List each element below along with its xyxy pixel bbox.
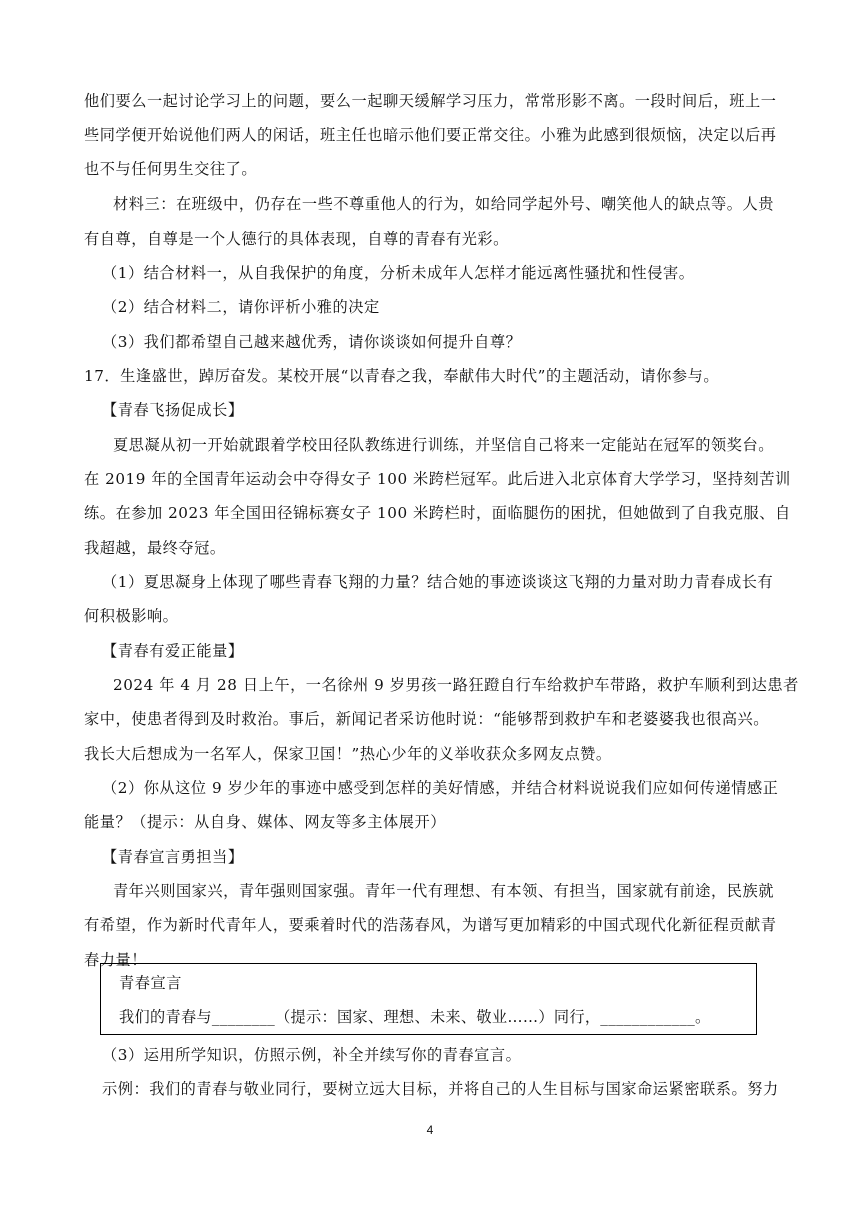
text-line: 2024 年 4 月 28 日上午，一名徐州 9 岁男孩一路狂蹬自行车给救护车带路，救护车顺利到达患者 <box>113 676 799 694</box>
declaration-content: 我们的青春与________（提示：国家、理想、未来、敬业……）同行，____________。 <box>119 1008 711 1026</box>
question-line: （3）我们都希望自己越来越优秀，请你谈谈如何提升自尊？ <box>102 333 522 351</box>
question-line: （1）夏思凝身上体现了哪些青春飞翔的力量？结合她的事迹谈谈这飞翔的力量对助力青春成长有 <box>102 573 774 591</box>
question-line: （2）结合材料二，请你评析小雅的决定 <box>102 298 380 316</box>
section-heading: 【青春有爱正能量】 <box>102 642 244 660</box>
text-line: 家中，使患者得到及时救治。事后，新闻记者采访他时说：“能够帮到救护车和老婆婆我也很高兴。 <box>84 710 770 728</box>
page-number: 4 <box>426 1123 434 1137</box>
declaration-title: 青春宣言 <box>119 974 182 992</box>
text-line: 我超越，最终夺冠。 <box>84 539 226 557</box>
question-line: （1）结合材料一，从自我保护的角度，分析未成年人怎样才能远离性骚扰和性侵害。 <box>102 264 695 282</box>
text-line: 也不与任何男生交往了。 <box>84 160 258 178</box>
example-line: 示例：我们的青春与敬业同行，要树立远大目标，并将自己的人生目标与国家命运紧密联系。努力 <box>102 1080 779 1098</box>
text-line: 我长大后想成为一名军人，保家卫国！”热心少年的义举收获众多网友点赞。 <box>84 745 612 763</box>
text-line: 些同学便开始说他们两人的闲话，班主任也暗示他们要正常交往。小雅为此感到很烦恼，决定以后再 <box>84 126 777 144</box>
section-heading: 【青春宣言勇担当】 <box>102 848 244 866</box>
text-line: 夏思凝从初一开始就跟着学校田径队教练进行训练，并坚信自己将来一定能站在冠军的领奖台。 <box>113 436 774 454</box>
text-line: 有希望，作为新时代青年人，要乘着时代的浩荡春风，为谱写更加精彩的中国式现代化新征程贡献青 <box>84 916 777 934</box>
text-line: 他们要么一起讨论学习上的问题，要么一起聊天缓解学习压力，常常形影不离。一段时间后，班上一 <box>84 92 777 110</box>
text-line: 春力量！ <box>84 951 147 969</box>
section-heading: 【青春飞扬促成长】 <box>102 401 244 419</box>
text-line: 练。在参加 2023 年全国田径锦标赛女子 100 米跨栏时，面临腿伤的困扰，但她做到了自我克服、自 <box>84 504 791 522</box>
question-line: 何积极影响。 <box>84 607 179 625</box>
question-heading: 17．生逢盛世，踔厉奋发。某校开展“以青春之我，奉献伟大时代”的主题活动，请你参与。 <box>84 367 720 385</box>
question-line: （3）运用所学知识，仿照示例，补全并续写你的青春宣言。 <box>102 1046 522 1064</box>
text-line: 在 2019 年的全国青年运动会中夺得女子 100 米跨栏冠军。此后进入北京体育大学学习，坚持刻苦训 <box>84 470 791 488</box>
text-line: 青年兴则国家兴，青年强则国家强。青年一代有理想、有本领、有担当，国家就有前途，民族就 <box>113 882 774 900</box>
text-line: 有自尊，自尊是一个人德行的具体表现，自尊的青春有光彩。 <box>84 230 509 248</box>
text-line: 材料三：在班级中，仍存在一些不尊重他人的行为，如给同学起外号、嘲笑他人的缺点等。人贵 <box>113 195 774 213</box>
question-line: （2）你从这位 9 岁少年的事迹中感受到怎样的美好情感，并结合材料说说我们应如何传递情感正 <box>102 779 779 797</box>
question-line: 能量？（提示：从自身、媒体、网友等多主体展开） <box>84 813 446 831</box>
